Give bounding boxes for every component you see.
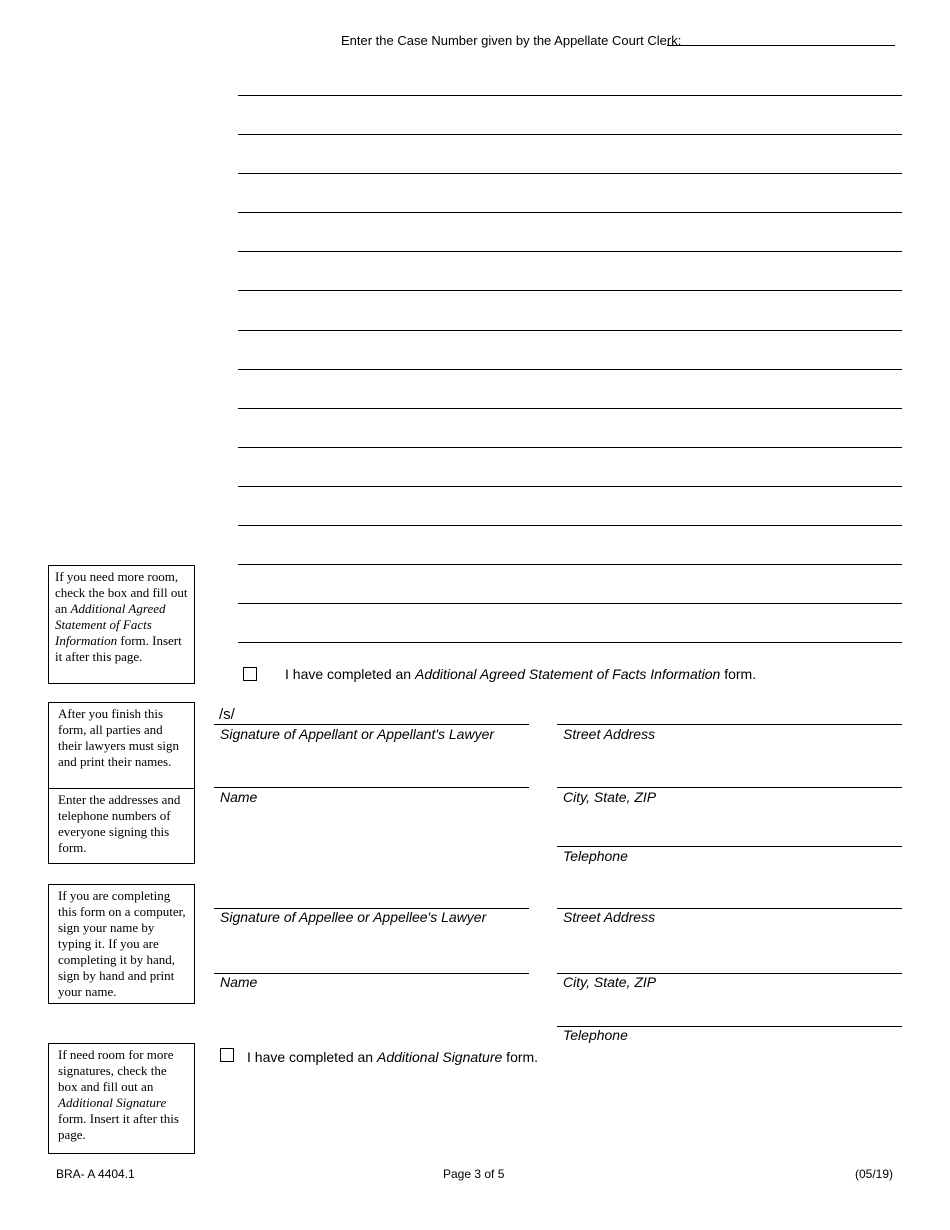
additional-signature-label	[247, 1049, 538, 1065]
appellant-name-field[interactable]	[214, 787, 529, 788]
instruction-text: If need room for more signatures, check the box and fill out an	[58, 1047, 174, 1094]
writing-line[interactable]	[238, 447, 902, 448]
label-form-name: Additional Agreed Statement of Facts Information	[414, 666, 721, 682]
writing-line[interactable]	[238, 486, 902, 487]
appellant-name-label: Name	[220, 789, 258, 805]
appellee-city-label: City, State, ZIP	[563, 974, 657, 990]
label-form-name: Additional Signature	[376, 1049, 503, 1065]
after-finish-instruction	[48, 702, 195, 789]
appellant-telephone-label: Telephone	[563, 848, 628, 864]
appellant-signature-label: Signature of Appellant or Appellant's Lawyer	[220, 726, 495, 742]
instruction-text: If you need more room, check the box and fill out an	[55, 569, 188, 616]
case-number-field[interactable]	[667, 45, 895, 46]
writing-line[interactable]	[238, 642, 902, 643]
writing-line[interactable]	[238, 369, 902, 370]
appellant-street-label: Street Address	[563, 726, 656, 742]
appellant-city-label: City, State, ZIP	[563, 789, 657, 805]
more-room-instruction	[48, 565, 195, 684]
instruction-form-name: Additional Agreed Statement of Facts Information	[55, 601, 166, 648]
writing-line[interactable]	[238, 525, 902, 526]
writing-line[interactable]	[238, 564, 902, 565]
appellant-signature-value[interactable]: /s/	[219, 706, 235, 723]
writing-line[interactable]	[238, 173, 902, 174]
appellant-telephone-field[interactable]	[557, 846, 902, 847]
instruction-form-name: Additional Signature	[58, 1095, 167, 1110]
instruction-text: After you finish this form, all parties and their lawyers must sign and print their names.	[58, 706, 179, 769]
instruction-text: form. Insert it after this page.	[55, 633, 182, 664]
label-text: I have completed an	[285, 666, 415, 682]
appellee-telephone-label: Telephone	[563, 1027, 628, 1043]
page-number: Page 3 of 5	[443, 1167, 505, 1181]
writing-line[interactable]	[238, 290, 902, 291]
writing-line[interactable]	[238, 603, 902, 604]
writing-line[interactable]	[238, 134, 902, 135]
writing-line[interactable]	[238, 212, 902, 213]
addresses-instruction	[48, 788, 195, 864]
additional-facts-label	[285, 666, 756, 682]
instruction-text: If you are completing this form on a computer, sign your name by typing it. If you are completing it by hand, sign by hand and print your name.	[58, 888, 186, 999]
appellee-name-label: Name	[220, 974, 258, 990]
revision-date: (05/19)	[855, 1167, 894, 1181]
instruction-text: form. Insert it after this page.	[58, 1111, 179, 1142]
writing-line[interactable]	[238, 251, 902, 252]
appellee-name-field[interactable]	[214, 973, 529, 974]
writing-line[interactable]	[238, 95, 902, 96]
label-text: form.	[502, 1049, 539, 1065]
additional-signature-checkbox[interactable]	[220, 1048, 234, 1062]
completing-instruction	[48, 884, 195, 1004]
writing-line[interactable]	[238, 408, 902, 409]
additional-facts-checkbox[interactable]	[243, 667, 257, 681]
instruction-text: Enter the addresses and telephone numbers of everyone signing this form.	[58, 792, 181, 855]
appellee-street-label: Street Address	[563, 909, 656, 925]
writing-line[interactable]	[238, 330, 902, 331]
appellant-signature-field[interactable]	[214, 724, 529, 725]
label-text: I have completed an	[247, 1049, 377, 1065]
appellant-street-field[interactable]	[557, 724, 902, 725]
form-code: BRA- A 4404.1	[56, 1167, 135, 1181]
label-text: form.	[720, 666, 757, 682]
appellee-signature-label: Signature of Appellee or Appellee's Lawyer	[220, 909, 487, 925]
appellant-city-field[interactable]	[557, 787, 902, 788]
case-number-label: Enter the Case Number given by the Appellate Court Clerk:	[341, 33, 682, 48]
more-signatures-instruction	[48, 1043, 195, 1154]
